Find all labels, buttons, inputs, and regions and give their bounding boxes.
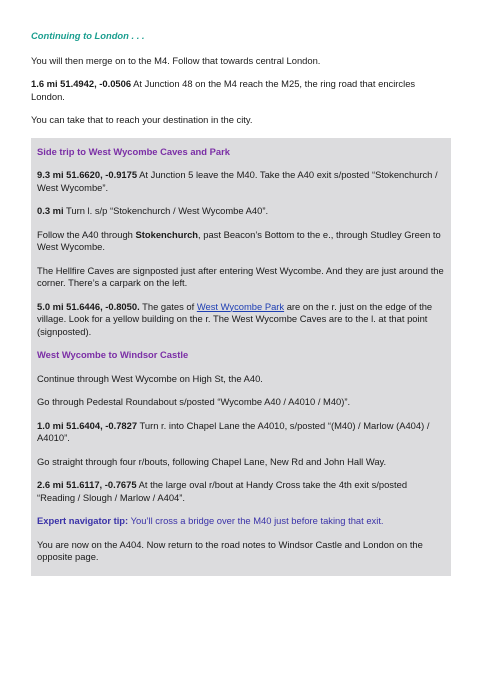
- distance-coords: 2.6 mi 51.6117, -0.7675: [37, 479, 137, 490]
- distance-coords: 1.6 mi 51.4942, -0.0506: [31, 78, 132, 89]
- paragraph-return: [37, 539, 445, 564]
- paragraph-text: Turn l. s/p “Stokenchurch / West Wycombe A40”.: [63, 205, 269, 216]
- paragraph-text: , past Beacon’s Bottom to the e., through Studley Green to West Wycombe.: [37, 228, 441, 252]
- paragraph-four-rbouts: [37, 456, 445, 469]
- distance-coords: 1.0 mi 51.6404, -0.7827: [37, 419, 138, 431]
- paragraph-junction-48: [31, 78, 451, 103]
- paragraph-text: Go through Pedestal Roundabout s/posted “Wycombe A40 / A4010 / M40)”.: [37, 396, 351, 407]
- paragraph-merge-m4: [31, 55, 451, 68]
- paragraph-follow-a40: [37, 229, 445, 254]
- paragraph-pedestal-roundabout: [37, 396, 445, 409]
- west-wycombe-park-link[interactable]: West Wycombe Park: [196, 300, 285, 312]
- side-trip-title: Side trip to West Wycombe Caves and Park: [37, 145, 230, 157]
- expert-tip-text: You’ll cross a bridge over the M40 just before taking that exit.: [128, 515, 384, 526]
- distance-coords: 9.3 mi 51.6620, -0.9175: [37, 169, 138, 180]
- distance-coords: 0.3 mi: [37, 205, 64, 216]
- paragraph-text: The gates of: [139, 300, 197, 312]
- expert-tip-label: Expert navigator tip:: [37, 515, 129, 526]
- paragraph-text: You are now on the A404. Now return to the road notes to Windsor Castle and London on the opposite page.: [37, 538, 423, 562]
- paragraph-hellfire-caves: [37, 265, 445, 290]
- windsor-route-title: West Wycombe to Windsor Castle: [37, 349, 189, 360]
- section-heading: Continuing to London . . .: [31, 30, 145, 41]
- expert-tip: [37, 515, 445, 528]
- paragraph-text: The Hellfire Caves are signposted just after entering West Wycombe. And they are just around the corner. There’s a carpark on the left.: [37, 264, 444, 288]
- paragraph-chapel-lane: [37, 420, 445, 445]
- paragraph-destination: [31, 114, 451, 127]
- paragraph-text: Turn r. into Chapel Lane the A4010, s/posted “(M40) / Marlow (A404) / A4010”.: [37, 419, 430, 443]
- paragraph-park-gates: [37, 301, 445, 339]
- paragraph-text: Go straight through four r/bouts, following Chapel Lane, New Rd and John Hall Way.: [37, 455, 387, 467]
- paragraph-junction-5: [37, 169, 445, 194]
- paragraph-text: You will then merge on to the M4. Follow that towards central London.: [31, 54, 321, 66]
- paragraph-text: are on the r. just on the edge of the village. Look for a yellow building on the r. The West Wycombe Caves are to the l. at that point (signposted).: [37, 300, 433, 337]
- paragraph-text: You can take that to reach your destination in the city.: [31, 114, 253, 125]
- paragraph-text: At Junction 5 leave the M40. Take the A40 exit s/posted “Stokenchurch / West Wycombe”.: [37, 169, 438, 193]
- paragraph-text: Follow the A40 through: [37, 228, 136, 240]
- paragraph-high-st: [37, 373, 445, 386]
- paragraph-handy-cross: [37, 479, 445, 504]
- distance-coords: 5.0 mi 51.6446, -0.8050.: [37, 300, 140, 312]
- paragraph-turn-left: [37, 205, 445, 218]
- document-page: [31, 30, 451, 588]
- paragraph-text: At Junction 48 on the M4 reach the M25, the ring road that encircles London.: [31, 78, 416, 102]
- place-name: Stokenchurch: [135, 228, 199, 240]
- paragraph-text: At the large oval r/bout at Handy Cross take the 4th exit s/posted “Reading / Slough / Marlow / A404”.: [37, 479, 408, 503]
- side-trip-box: [31, 138, 451, 576]
- paragraph-text: Continue through West Wycombe on High St, the A40.: [37, 372, 263, 384]
